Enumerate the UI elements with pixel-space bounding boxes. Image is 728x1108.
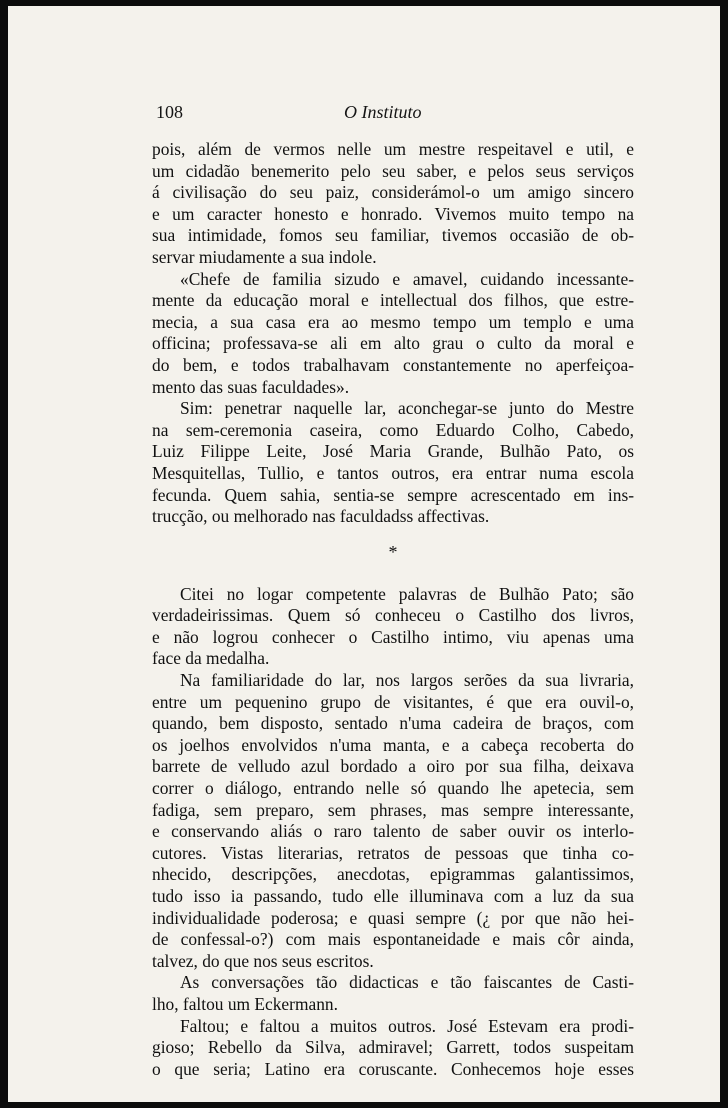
text-line: e não logrou conhecer o Castilho intimo, viu apenas uma [152,626,634,647]
text-line: individualidade poderosa; e quasi sempre (¿ por que não hei- [152,907,634,928]
text-line: do bem, e todos trabalhavam constantemente no aperfeiçoa- [152,354,634,375]
text-line: mento das suas faculdades». [152,376,350,397]
text-line: face da medalha. [152,648,270,669]
running-title: O Instituto [344,102,422,122]
book-page [8,6,720,1102]
text-line: talvez, do que nos seus escritos. [152,950,374,971]
section-separator: * [388,541,398,562]
text-line: quando, bem disposto, sentado n'uma cadeira de braços, com [152,713,634,734]
text-line: fecunda. Quem sahia, sentia-se sempre acrescentado em ins- [152,484,634,505]
text-line: fadiga, sem preparo, sem phrases, mas sempre interessante, [152,799,634,820]
text-line: lho, faltou um Eckermann. [152,993,338,1014]
text-line: mecia, a sua casa era ao mesmo tempo um templo e uma [152,311,634,332]
text-line: As conversações tão didacticas e tão faiscantes de Casti- [180,972,634,993]
text-line: trucção, ou melhorado nas faculdadss affectivas. [152,506,490,527]
text-line: Na familiaridade do lar, nos largos serões da sua livraria, [180,670,634,691]
text-line: Luiz Filippe Leite, José Maria Grande, Bulhão Pato, os [152,441,634,462]
text-line: Citei no logar competente palavras de Bulhão Pato; são [180,583,634,604]
text-line: cutores. Vistas literarias, retratos de pessoas que tinha co- [152,842,634,863]
text-line: officina; professava-se ali em alto grau o culto da moral e [152,333,634,354]
text-line: tudo isso ia passando, tudo elle illuminava com a luz da sua [152,886,634,906]
text-line: Mesquitellas, Tullio, e tantos outros, era entrar numa escola [152,462,634,483]
text-line: Sim: penetrar naquelle lar, aconchegar-se junto do Mestre [180,398,634,419]
text-line: nhecido, descripções, anecdotas, epigrammas galantissimos, [152,864,634,885]
text-line: e um caracter honesto e honrado. Vivemos muito tempo na [152,203,634,224]
page-number: 108 [156,102,183,122]
text-line: correr o diálogo, entrando nelle só quando lhe apetecia, sem [152,778,634,799]
text-line: sua intimidade, fomos seu familiar, tivemos occasião de ob- [152,225,634,246]
text-line: um cidadão benemerito pelo seu saber, e pelos seus serviços [152,160,634,181]
text-line: Faltou; e faltou a muitos outros. José Estevam era prodi- [180,1015,634,1036]
text-line: na sem-ceremonia caseira, como Eduardo Colho, Cabedo, [152,419,634,440]
text-line: de confessal-o?) com mais espontaneidade e mais côr ainda, [152,929,634,950]
text-line: verdadeirissimas. Quem só conheceu o Castilho dos livros, [152,605,634,626]
text-line: gioso; Rebello da Silva, admiravel; Garrett, todos suspeitam [152,1037,634,1058]
body-text [152,139,634,1080]
text-line: barrete de velludo azul bordado a oiro por sua filha, deixava [152,756,634,777]
text-line: o que seria; Latino era coruscante. Conhecemos hoje esses [152,1058,634,1079]
text-line: servar miudamente a sua indole. [152,246,377,267]
text-line: entre um pequenino grupo de visitantes, é que era ouvil-o, [152,691,634,712]
page-header [156,102,636,126]
text-line: os joelhos envolvidos n'uma manta, e a cabeça recoberta do [152,734,634,755]
text-line: mente da educação moral e intellectual dos filhos, que estre- [152,290,634,311]
text-line: á civilisação do seu paiz, considerámol-o um amigo sincero [152,182,634,203]
text-line: e conservando aliás o raro talento de saber ouvir os interlo- [152,821,634,842]
text-line: pois, além de vermos nelle um mestre respeitavel e util, e [152,139,634,159]
text-line: «Chefe de familia sizudo e amavel, cuidando incessante- [180,268,634,289]
